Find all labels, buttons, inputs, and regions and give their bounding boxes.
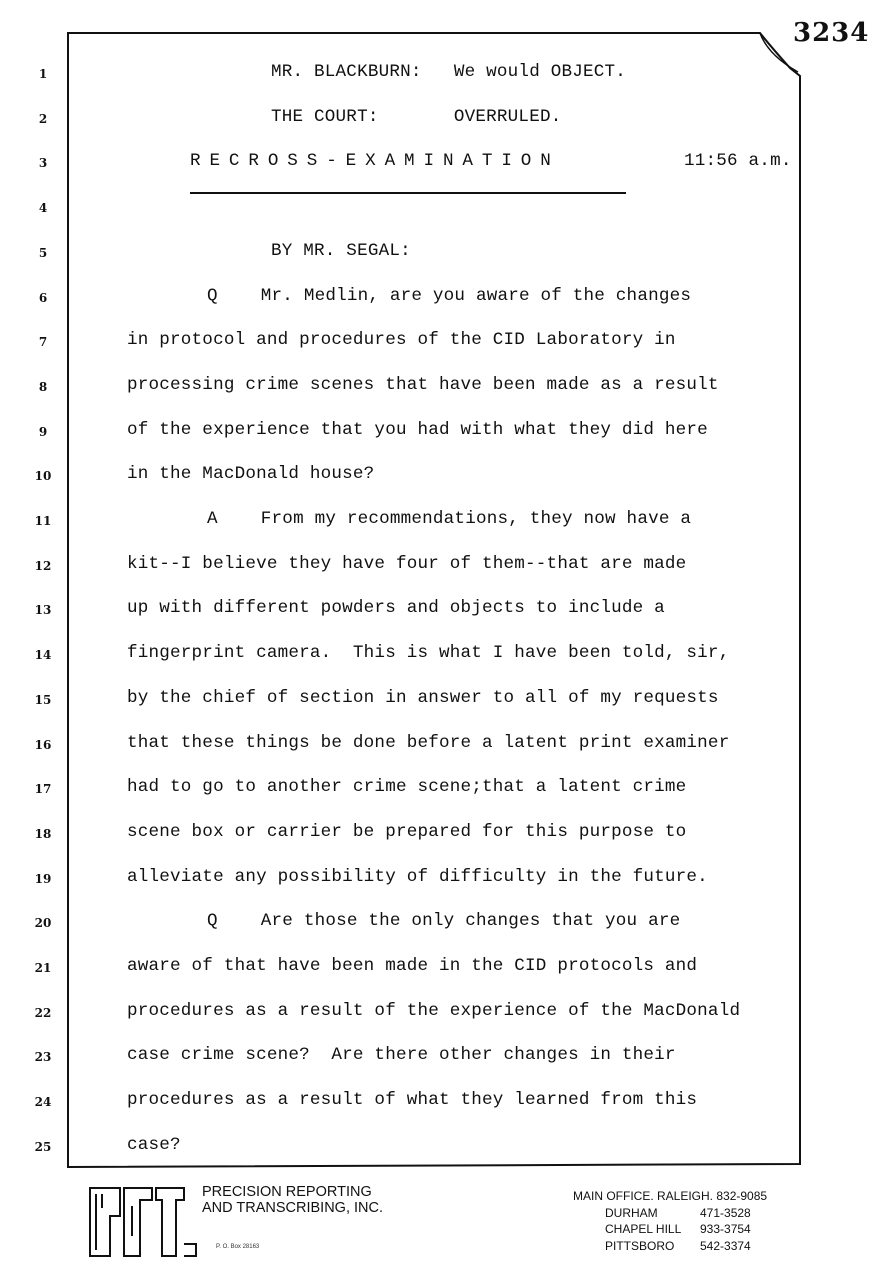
transcript-line: in protocol and procedures of the CID Laboratory in [127,330,676,351]
line-number: 5 [38,245,48,260]
transcript-line: procedures as a result of what they learned from this [127,1090,698,1111]
line-number: 24 [34,1095,52,1110]
office-row [605,1238,767,1255]
line-number: 17 [34,782,52,797]
line-number: 20 [34,916,52,931]
transcript-line: MR. BLACKBURN: We would OBJECT. [271,62,627,82]
timestamp: 11:56 a.m. [684,151,792,172]
line-number: 2 [38,111,48,126]
transcript-line: BY MR. SEGAL: [271,240,411,261]
transcript-line: Q Are those the only changes that you are [207,911,681,932]
line-number: 18 [34,826,52,841]
transcript-line: aware of that have been made in the CID protocols and [127,956,698,976]
transcript-line: kit--I believe they have four of them--that are made [127,553,687,574]
office-city: CHAPEL HILL [605,1222,682,1236]
line-number: 21 [34,961,52,975]
transcript-line: alleviate any possibility of difficulty in the future. [127,866,708,887]
office-phone: 542-3374 [700,1238,751,1253]
transcript-line: by the chief of section in answer to all of my requests [127,687,719,708]
transcript-line: had to go to another crime scene;that a latent crime [127,777,687,798]
transcript-line: that these things be done before a latent print examiner [127,732,730,753]
transcript-line: processing crime scenes that have been made as a result [127,374,719,395]
transcript-line: Q Mr. Medlin, are you aware of the changes [207,285,692,306]
line-number: 7 [38,335,48,350]
line-number: 16 [34,737,52,752]
transcript-line: of the experience that you had with what they did here [127,419,708,440]
line-number: 1 [38,67,48,81]
line-number: 13 [34,603,52,618]
office-directory [573,1188,767,1254]
section-heading: RECROSS-EXAMINATION [190,151,560,172]
line-number: 4 [38,201,48,216]
line-number: 8 [38,379,48,394]
transcript-line: THE COURT: OVERRULED. [271,106,562,127]
transcript-line: in the MacDonald house? [127,464,375,485]
office-city: DURHAM [605,1205,658,1220]
transcript-line: procedures as a result of the experience of the MacDonald [127,1000,741,1021]
line-number: 22 [34,1005,52,1020]
line-number: 25 [34,1139,52,1154]
company-name [202,1184,383,1216]
line-number: 23 [34,1050,52,1065]
transcript-line: A From my recommendations, they now have a [207,509,692,529]
line-number: 3 [38,156,48,171]
transcript-line: case? [127,1134,181,1155]
office-city: PITTSBORO [605,1238,675,1253]
line-number: 14 [34,648,52,663]
line-number: 15 [34,692,52,707]
po-box: P. O. Box 28163 [216,1244,260,1250]
transcript-line: fingerprint camera. This is what I have been told, sir, [127,643,730,664]
office-phone: 471-3528 [700,1205,751,1220]
company-name-line2: AND TRANSCRIBING, INC. [202,1200,384,1216]
heading-underline [190,192,626,194]
page-number: 3234 [793,18,869,48]
main-office: MAIN OFFICE. RALEIGH. 832-9085 [573,1189,768,1203]
company-logo [88,1186,198,1258]
company-name-line1: PRECISION REPORTING [202,1184,372,1200]
office-phone: 933-3754 [700,1222,751,1236]
line-number: 10 [34,469,52,484]
line-number: 9 [38,424,48,439]
office-row [605,1221,767,1238]
transcript-line: up with different powders and objects to include a [127,598,665,619]
line-number: 6 [38,290,48,305]
office-row [605,1205,767,1222]
line-number: 11 [34,514,52,528]
line-number: 19 [34,871,52,886]
transcript-line: scene box or carrier be prepared for this purpose to [127,821,687,842]
transcript-line: case crime scene? Are there other changes in their [127,1045,676,1066]
line-number: 12 [34,558,52,573]
